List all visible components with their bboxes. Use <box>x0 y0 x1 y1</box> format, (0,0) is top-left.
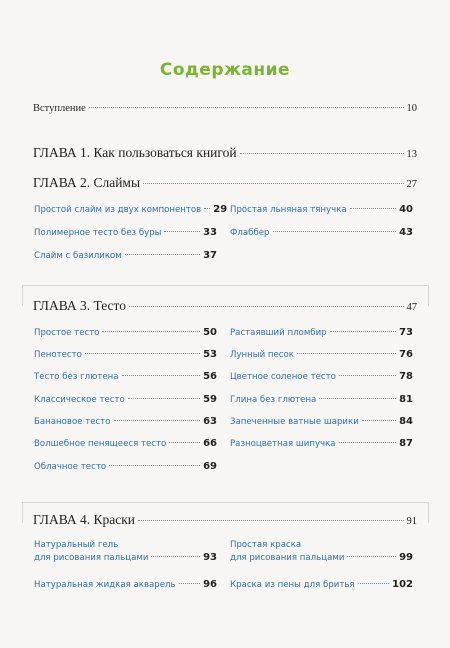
dot-leader <box>297 353 396 354</box>
item-page: 78 <box>399 371 413 382</box>
chapter-page: 27 <box>406 179 417 190</box>
dot-leader <box>362 420 396 421</box>
item-page: 50 <box>203 327 217 338</box>
dot-leader <box>89 107 404 108</box>
dot-leader <box>138 520 404 521</box>
item-label: Волшебное пенящееся тесто <box>34 439 167 449</box>
item-label: Флаббер <box>230 228 270 238</box>
toc-item <box>230 394 413 405</box>
chapter-page: 13 <box>406 149 417 160</box>
item-page: 76 <box>399 349 413 360</box>
item-label-line1: Натуральный гель <box>34 540 119 550</box>
item-label: Тесто без глютена <box>34 372 119 382</box>
chapter-page: 47 <box>406 302 417 313</box>
toc-item <box>230 371 413 382</box>
item-label: Классическое тесто <box>34 395 125 405</box>
item-page: 43 <box>399 227 413 238</box>
dot-leader <box>339 442 397 443</box>
item-page: 53 <box>203 349 217 360</box>
dot-leader <box>122 375 201 376</box>
item-label: Слайм с базиликом <box>34 251 122 261</box>
toc-item <box>34 579 217 590</box>
chapter-title: ГЛАВА 3. Тесто <box>33 298 126 313</box>
item-label: Натуральная жидкая акварель <box>34 580 176 590</box>
page-title: Содержание <box>159 60 291 80</box>
toc-item <box>230 227 413 238</box>
item-label: Простой слайм из двух компонентов <box>34 205 202 215</box>
dot-leader <box>347 556 396 557</box>
item-page: 66 <box>203 438 217 449</box>
item-page: 73 <box>399 327 413 338</box>
item-label: Облачное тесто <box>34 462 107 472</box>
dot-leader <box>102 331 200 332</box>
toc-item <box>34 204 228 215</box>
toc-item <box>230 204 413 215</box>
item-label: Разноцветная шипучка <box>230 439 336 449</box>
toc-intro-label: Вступление <box>33 103 86 114</box>
dot-leader <box>114 420 201 421</box>
item-label: Простое тесто <box>34 328 100 338</box>
chapter-3 <box>33 298 417 314</box>
toc-item <box>230 438 413 449</box>
dot-leader <box>128 398 200 399</box>
toc-item <box>34 540 217 563</box>
dot-leader <box>164 231 200 232</box>
dot-leader <box>109 465 200 466</box>
chapter-title: ГЛАВА 4. Краски <box>33 512 135 527</box>
toc-item <box>230 327 413 338</box>
chapter-4 <box>33 512 417 528</box>
chapter-title: ГЛАВА 2. Слаймы <box>33 175 141 190</box>
chapter-1 <box>33 145 417 161</box>
toc-item <box>34 438 217 449</box>
item-page: 96 <box>203 579 217 590</box>
item-page: 84 <box>399 416 413 427</box>
item-page: 93 <box>203 552 217 563</box>
toc-item <box>34 349 217 360</box>
dot-leader <box>151 556 200 557</box>
toc-item <box>230 540 413 563</box>
toc-item <box>34 416 217 427</box>
item-label-line2: для рисования пальцами <box>34 553 149 563</box>
dot-leader <box>339 375 396 376</box>
item-page: 37 <box>203 250 217 261</box>
dot-leader <box>330 331 396 332</box>
chapter-title: ГЛАВА 1. Как пользоваться книгой <box>33 145 237 160</box>
toc-item <box>34 250 217 261</box>
item-page: 29 <box>213 204 228 215</box>
toc-item <box>34 227 217 238</box>
toc-intro-page: 10 <box>406 103 417 114</box>
toc-item <box>34 394 217 405</box>
dot-leader <box>179 583 200 584</box>
item-label-line1: Простая краска <box>230 540 302 550</box>
dot-leader <box>273 231 397 232</box>
item-label: Пенотесто <box>34 350 82 360</box>
dot-leader <box>240 153 404 154</box>
item-label: Краска из пены для бритья <box>230 580 355 590</box>
toc-item <box>230 579 413 590</box>
dot-leader <box>85 353 200 354</box>
item-label: Глина без глютена <box>230 395 317 405</box>
item-page: 63 <box>203 416 217 427</box>
item-page: 40 <box>399 204 413 215</box>
item-page: 87 <box>399 438 413 449</box>
item-label: Банановое тесто <box>34 417 111 427</box>
item-label: Лунный песок <box>230 350 294 360</box>
item-label: Простая льняная тянучка <box>230 205 347 215</box>
dot-leader <box>350 208 396 209</box>
dot-leader <box>204 208 210 209</box>
dot-leader <box>169 442 200 443</box>
toc-item <box>34 371 217 382</box>
item-page: 102 <box>392 579 413 590</box>
item-label-line2: для рисования пальцами <box>230 553 345 563</box>
toc-item <box>230 349 413 360</box>
toc-item <box>230 416 413 427</box>
dot-leader <box>358 583 390 584</box>
dot-leader <box>125 254 200 255</box>
item-label: Растаявший пломбир <box>230 328 327 338</box>
item-label: Запеченные ватные шарики <box>230 417 359 427</box>
chapter-2 <box>33 175 417 191</box>
item-page: 59 <box>203 394 217 405</box>
dot-leader <box>143 183 403 184</box>
item-label: Цветное соленое тесто <box>230 372 336 382</box>
item-page: 33 <box>203 227 217 238</box>
toc-intro <box>33 103 417 114</box>
item-page: 69 <box>203 461 217 472</box>
item-label: Полимерное тесто без буры <box>34 228 162 238</box>
toc-item <box>34 327 217 338</box>
toc-item <box>34 461 217 472</box>
item-page: 99 <box>399 552 413 563</box>
dot-leader <box>319 398 396 399</box>
item-page: 56 <box>203 371 217 382</box>
dot-leader <box>129 306 404 307</box>
chapter-page: 91 <box>406 516 417 527</box>
item-page: 81 <box>399 394 413 405</box>
